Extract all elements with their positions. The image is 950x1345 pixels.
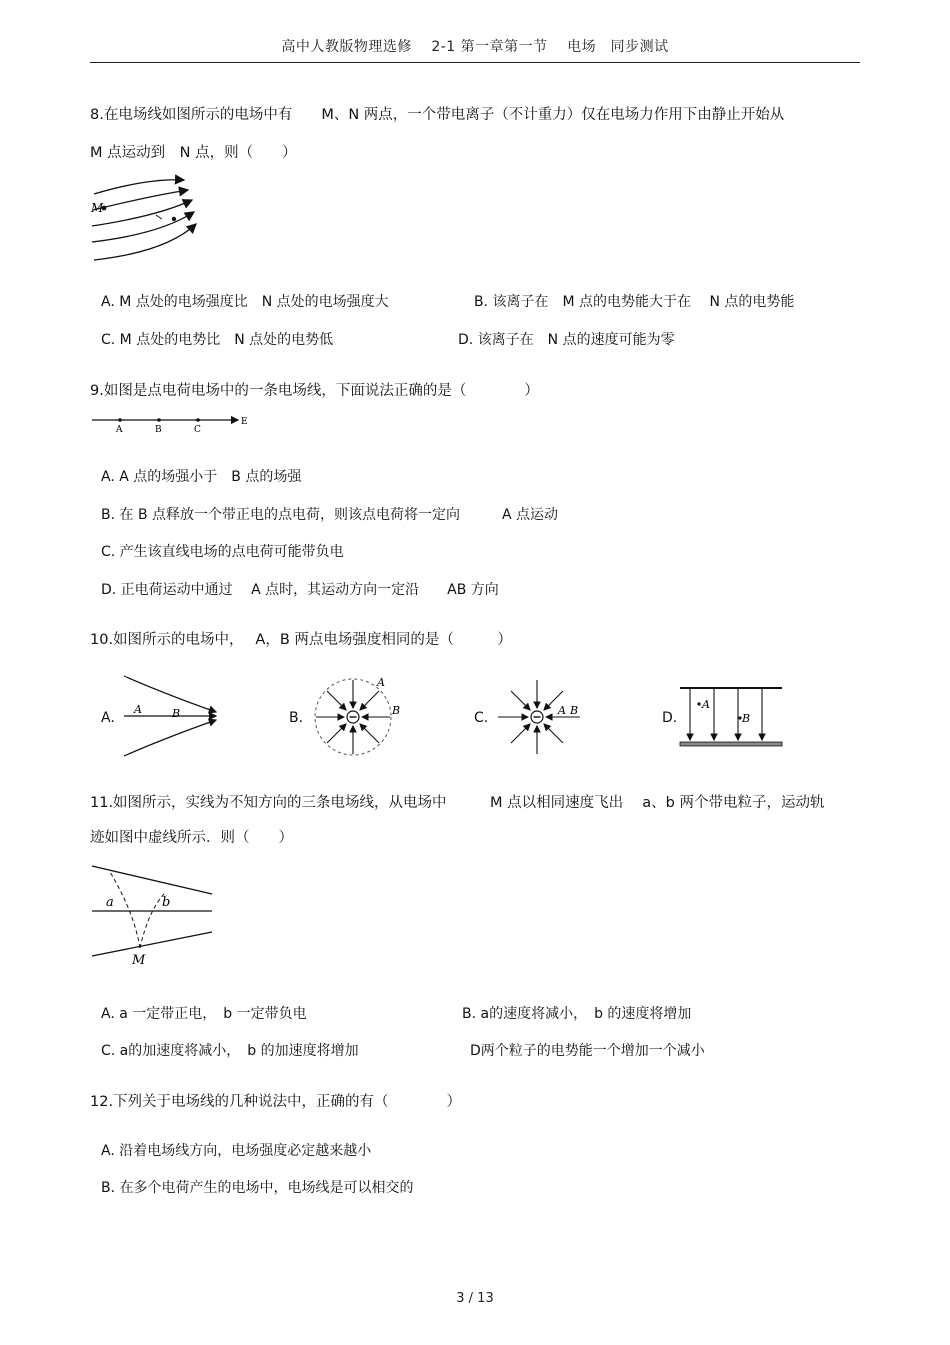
q10b-label-b: B	[392, 704, 401, 717]
q10-figure-b	[308, 672, 408, 762]
q11-field-figure	[88, 860, 218, 970]
page-number: 3 / 13	[456, 1291, 494, 1306]
q11-label-b: b	[162, 895, 171, 910]
q11-label-m: M	[132, 953, 146, 968]
q8-option-d: D. 该离子在 N 点的速度可能为零	[458, 332, 675, 348]
page-header: 高中人教版物理选修 2-1 第一章第一节 电场 同步测试	[281, 39, 669, 55]
q10-figure-a	[120, 672, 225, 762]
q10-option-c-label: C.	[474, 710, 489, 726]
q12-stem-line1: 12.下列关于电场线的几种说法中，正确的有（ ）	[90, 1094, 462, 1110]
q10-figure-d	[678, 682, 788, 752]
q11-option-a: A. a 一定带正电， b 一定带负电	[101, 1006, 307, 1022]
q8-field-lines-figure	[88, 172, 208, 267]
q10a-label-a: A	[134, 703, 142, 716]
q9-stem-line1: 9.如图是点电荷电场中的一条电场线，下面说法正确的是（ ）	[90, 383, 539, 399]
q9-label-c: C	[194, 425, 201, 435]
q12-option-a: A. 沿着电场线方向，电场强度必定越来越小	[101, 1143, 372, 1159]
q12-option-b: B. 在多个电荷产生的电场中，电场线是可以相交的	[101, 1180, 414, 1196]
q11-option-d: D两个粒子的电势能一个增加一个减小	[470, 1043, 705, 1059]
q11-option-c: C. a的加速度将减小， b 的加速度将增加	[101, 1043, 359, 1059]
q9-label-b: B	[155, 425, 162, 435]
q10c-label-b: B	[570, 704, 579, 717]
q10-figure-c	[492, 672, 592, 762]
q11-label-a: a	[106, 895, 114, 910]
q9-option-c: C. 产生该直线电场的点电荷可能带负电	[101, 544, 344, 560]
q11-stem-line1: 11.如图所示，实线为不知方向的三条电场线，从电场中 M 点以相同速度飞出 a、b 两个带电粒子，运动轨	[90, 795, 825, 811]
q9-label-e: E	[241, 417, 248, 427]
q10c-label-a: A	[558, 704, 566, 717]
q10d-label-b: B	[742, 712, 751, 725]
q11-option-b: B. a的速度将减小， b 的速度将增加	[462, 1006, 692, 1022]
q10b-label-a: A	[377, 676, 385, 689]
q8-option-c: C. M 点处的电势比 N 点处的电势低	[101, 332, 334, 348]
q9-option-a: A. A 点的场强小于 B 点的场强	[101, 469, 302, 485]
q10-option-a-label: A.	[101, 710, 115, 726]
q10d-label-a: A	[702, 698, 710, 711]
q8-option-b: B. 该离子在 M 点的电势能大于在 N 点的电势能	[474, 294, 795, 310]
q11-stem-line2: 迹如图中虚线所示．则（ ）	[90, 830, 293, 846]
q9-option-d: D. 正电荷运动中通过 A 点时，其运动方向一定沿 AB 方向	[101, 582, 499, 598]
q8-option-a: A. M 点处的电场强度比 N 点处的电场强度大	[101, 294, 389, 310]
q10-stem-line1: 10.如图所示的电场中， A，B 两点电场强度相同的是（ ）	[90, 632, 512, 648]
q10a-label-b: B	[172, 707, 181, 720]
q10-option-b-label: B.	[289, 710, 304, 726]
q8-stem-line1: 8.在电场线如图所示的电场中有 M、N 两点，一个带电离子（不计重力）仅在电场力作用下由静止开始从	[90, 107, 785, 123]
q9-label-a: A	[116, 425, 123, 435]
q9-field-line-figure	[90, 410, 255, 436]
q8-label-m: M	[91, 201, 104, 215]
q9-option-b: B. 在 B 点释放一个带正电的点电荷，则该点电荷将一定向 A 点运动	[101, 507, 559, 523]
q8-stem-line2: M 点运动到 N 点，则（ ）	[90, 145, 297, 161]
q10-option-d-label: D.	[662, 710, 678, 726]
header-rule	[90, 62, 860, 63]
